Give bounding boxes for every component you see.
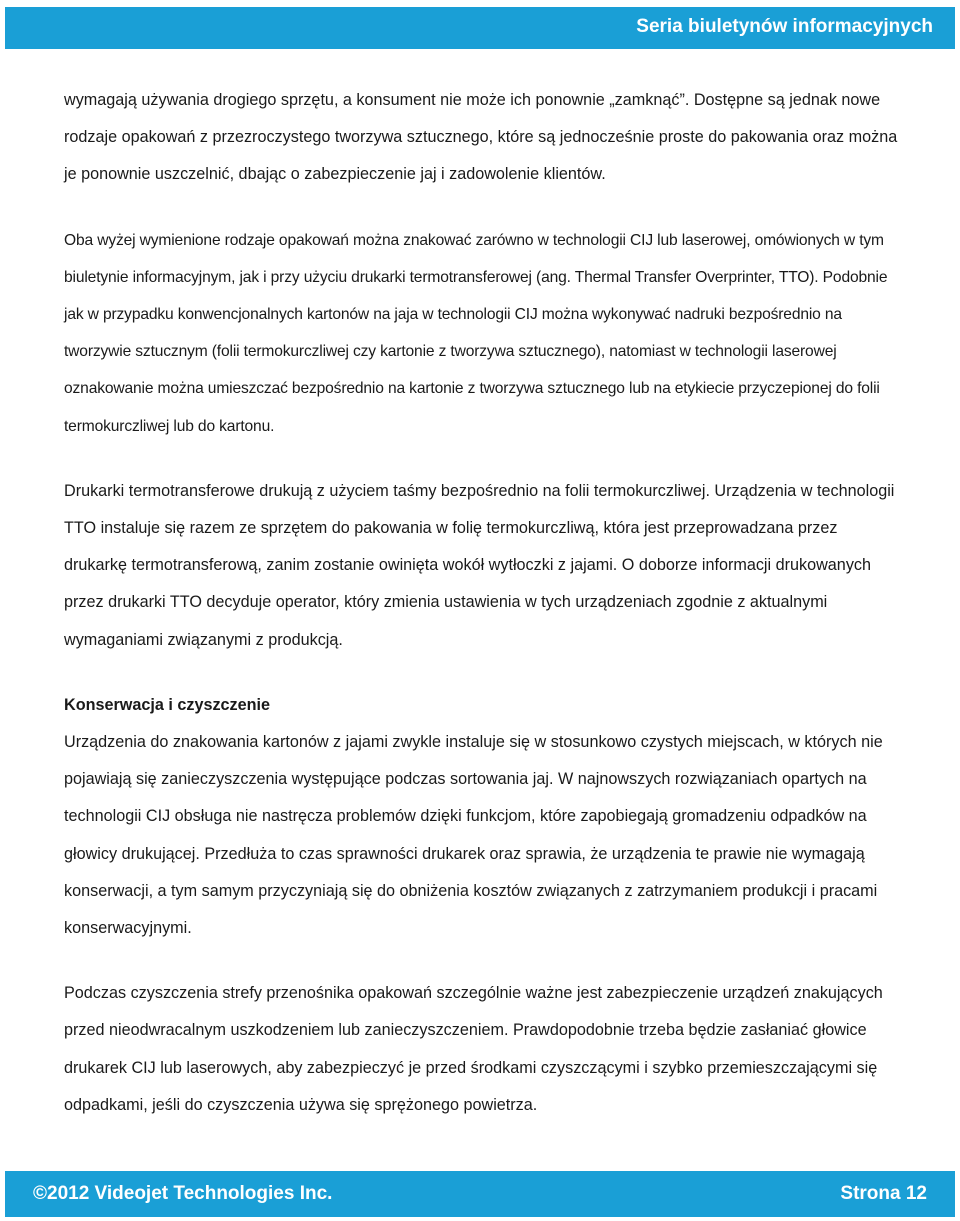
page-number: Strona 12: [840, 1183, 927, 1204]
series-title: Seria biuletynów informacyjnych: [636, 16, 933, 37]
section-heading-maintenance: Konserwacja i czyszczenie: [64, 695, 271, 714]
paragraph-packaging-intro: wymagają używania drogiego sprzętu, a konsument nie może ich ponownie „zamknąć”. Dostępne są jednak nowe rodzaje opakowań z przezroczystego tworzywa sztucznego, które są jednocześnie proste do pakowania oraz można je ponownie uszczelnić, dbając o zabezpieczenie jaj i zadowolenie klientów.: [64, 91, 898, 184]
footer-bar: [5, 1171, 955, 1217]
paragraph-maintenance: Urządzenia do znakowania kartonów z jajami zwykle instaluje się w stosunkowo czystych miejscach, w których nie pojawiają się zanieczyszczenia występujące podczas sortowania jaj. W najnowszych rozwiązaniach opartych na technologii CIJ obsługa nie nastręcza problemów dzięki funkcjom, które zapobiegają gromadzeniu odpadków na głowicy drukującej. Przedłuża to czas sprawności drukarek oraz sprawia, że urządzenia te prawie nie wymagają konserwacji, a tym samym przyczyniają się do obniżenia kosztów związanych z zatrzymaniem produkcji i pracami konserwacyjnymi.: [64, 733, 883, 938]
paragraph-cleaning: Podczas czyszczenia strefy przenośnika opakowań szczególnie ważne jest zabezpieczenie urządzeń znakujących przed nieodwracalnym uszkodzeniem lub zanieczyszczeniem. Prawdopodobnie trzeba będzie zasłaniać głowice drukarek CIJ lub laserowych, aby zabezpieczyć je przed środkami czyszczącymi i szybko przemieszczającymi się odpadkami, jeśli do czyszczenia używa się sprężonego powietrza.: [64, 984, 883, 1114]
document-body: [64, 82, 904, 1124]
header-bar: [5, 7, 955, 49]
paragraph-marking-technologies: Oba wyżej wymienione rodzaje opakowań można znakować zarówno w technologii CIJ lub laserowej, omówionych w tym biuletynie informacyjnym, jak i przy użyciu drukarki termotransferowej (ang. Thermal Transfer Overprinter, TTO). Podobnie jak w przypadku konwencjonalnych kartonów na jaja w technologii CIJ można wykonywać nadruki bezpośrednio na tworzywie sztucznym (folii termokurczliwej czy kartonie z tworzywa sztucznego), natomiast w technologii laserowej oznakowanie można umieszczać bezpośrednio na kartonie z tworzywa sztucznego lub na etykiecie przyczepionej do folii termokurczliwej lub do kartonu.: [64, 231, 888, 435]
paragraph-tto-printers: Drukarki termotransferowe drukują z użyciem taśmy bezpośrednio na folii termokurczliwej. Urządzenia w technologii TTO instaluje się razem ze sprzętem do pakowania w folię termokurczliwą, która jest przeprowadzana przez drukarkę termotransferową, zanim zostanie owinięta wokół wytłoczki z jajami. O doborze informacji drukowanych przez drukarki TTO decyduje operator, który zmienia ustawienia w tych urządzeniach zgodnie z aktualnymi wymaganiami związanymi z produkcją.: [64, 481, 895, 649]
footer-copyright: ©2012 Videojet Technologies Inc.: [33, 1183, 333, 1204]
